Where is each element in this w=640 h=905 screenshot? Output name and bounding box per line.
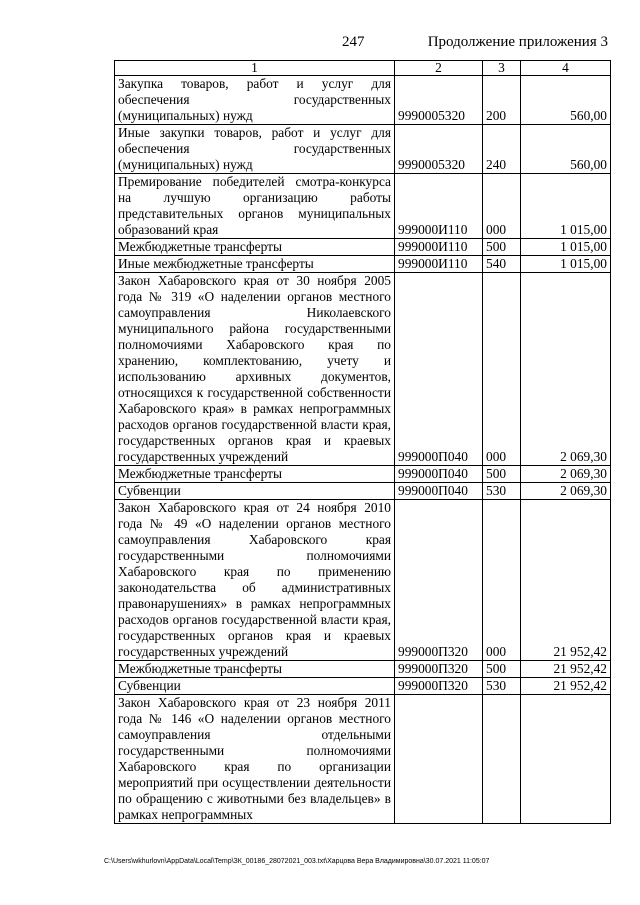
row-amount: 21 952,42 — [521, 661, 611, 678]
table-row — [115, 661, 611, 678]
row-amount: 2 069,30 — [521, 273, 611, 466]
appendix-continuation-note: Продолжение приложения 3 — [427, 34, 608, 50]
row-target-code: 999000И110 — [395, 239, 483, 256]
row-amount: 560,00 — [521, 125, 611, 174]
row-name: Премирование победителей смотра-конкурса на лучшую организацию работы представительных органов муниципальных образований края — [115, 174, 395, 239]
column-header: 4 — [521, 61, 611, 76]
row-target-code: 999000И110 — [395, 174, 483, 239]
row-amount: 2 069,30 — [521, 483, 611, 500]
table-header-row — [115, 61, 611, 76]
row-expense-type: 530 — [483, 678, 521, 695]
budget-table — [114, 60, 611, 824]
column-header: 3 — [483, 61, 521, 76]
table-row — [115, 678, 611, 695]
row-expense-type: 500 — [483, 661, 521, 678]
table-row — [115, 273, 611, 466]
row-amount: 2 069,30 — [521, 466, 611, 483]
row-name: Межбюджетные трансферты — [115, 239, 395, 256]
document-footer-path: C:\Users\wkhurlovn\AppData\Local\Temp\ЗК_00186_28072021_003.txt\Харцова Вера Владимировна\30.07.2021 11:05:07 — [104, 858, 490, 865]
row-expense-type: 500 — [483, 466, 521, 483]
row-name: Иные закупки товаров, работ и услуг для обеспечения государственных (муниципальных) нужд — [115, 125, 395, 174]
row-name: Межбюджетные трансферты — [115, 466, 395, 483]
row-target-code: 999000П320 — [395, 678, 483, 695]
table-row — [115, 76, 611, 125]
table-row — [115, 695, 611, 824]
row-amount: 560,00 — [521, 76, 611, 125]
row-target-code: 999000П040 — [395, 483, 483, 500]
row-expense-type: 000 — [483, 174, 521, 239]
row-name: Субвенции — [115, 678, 395, 695]
row-amount: 1 015,00 — [521, 256, 611, 273]
row-expense-type: 240 — [483, 125, 521, 174]
page-number: 247 — [342, 34, 365, 50]
table-row — [115, 239, 611, 256]
row-amount: 21 952,42 — [521, 500, 611, 661]
row-target-code: 9990005320 — [395, 125, 483, 174]
column-header: 1 — [115, 61, 395, 76]
row-target-code: 999000П040 — [395, 273, 483, 466]
row-name: Закон Хабаровского края от 30 ноября 2005 года № 319 «О наделении органов местного самоуправления Николаевского муниципального района государственными полномочиями Хабаровского края по хранению, комплектованию, учету и использованию архивных документов, относящихся к государственной собственности Хабаровского края» в рамках непрограммных расходов органов государственной власти края, государственных органов края и краевых государственных учреждений — [115, 273, 395, 466]
table-row — [115, 256, 611, 273]
row-expense-type: 540 — [483, 256, 521, 273]
row-target-code: 999000И110 — [395, 256, 483, 273]
row-expense-type — [483, 695, 521, 824]
row-target-code: 999000П320 — [395, 500, 483, 661]
row-amount: 1 015,00 — [521, 239, 611, 256]
row-amount: 1 015,00 — [521, 174, 611, 239]
row-expense-type: 000 — [483, 500, 521, 661]
row-target-code — [395, 695, 483, 824]
row-expense-type: 000 — [483, 273, 521, 466]
row-target-code: 999000П320 — [395, 661, 483, 678]
table-row — [115, 466, 611, 483]
row-expense-type: 500 — [483, 239, 521, 256]
row-target-code: 999000П040 — [395, 466, 483, 483]
row-name: Межбюджетные трансферты — [115, 661, 395, 678]
row-name: Иные межбюджетные трансферты — [115, 256, 395, 273]
row-name: Закон Хабаровского края от 24 ноября 2010 года № 49 «О наделении органов местного самоуправления Хабаровского края государственными полномочиями Хабаровского края по применению законодательства об административных правонарушениях» в рамках непрограммных расходов органов государственной власти края, государственных органов края и краевых государственных учреждений — [115, 500, 395, 661]
table-row — [115, 483, 611, 500]
row-expense-type: 200 — [483, 76, 521, 125]
table-row — [115, 174, 611, 239]
row-name: Закон Хабаровского края от 23 ноября 2011 года № 146 «О наделении органов местного самоуправления отдельными государственными полномочиями Хабаровского края по организации мероприятий при осуществлении деятельности по обращению с животными без владельцев» в рамках непрограммных — [115, 695, 395, 824]
row-amount — [521, 695, 611, 824]
row-name: Субвенции — [115, 483, 395, 500]
table-row — [115, 500, 611, 661]
row-name: Закупка товаров, работ и услуг для обеспечения государственных (муниципальных) нужд — [115, 76, 395, 125]
row-target-code: 9990005320 — [395, 76, 483, 125]
row-expense-type: 530 — [483, 483, 521, 500]
column-header: 2 — [395, 61, 483, 76]
row-amount: 21 952,42 — [521, 678, 611, 695]
table-row — [115, 125, 611, 174]
